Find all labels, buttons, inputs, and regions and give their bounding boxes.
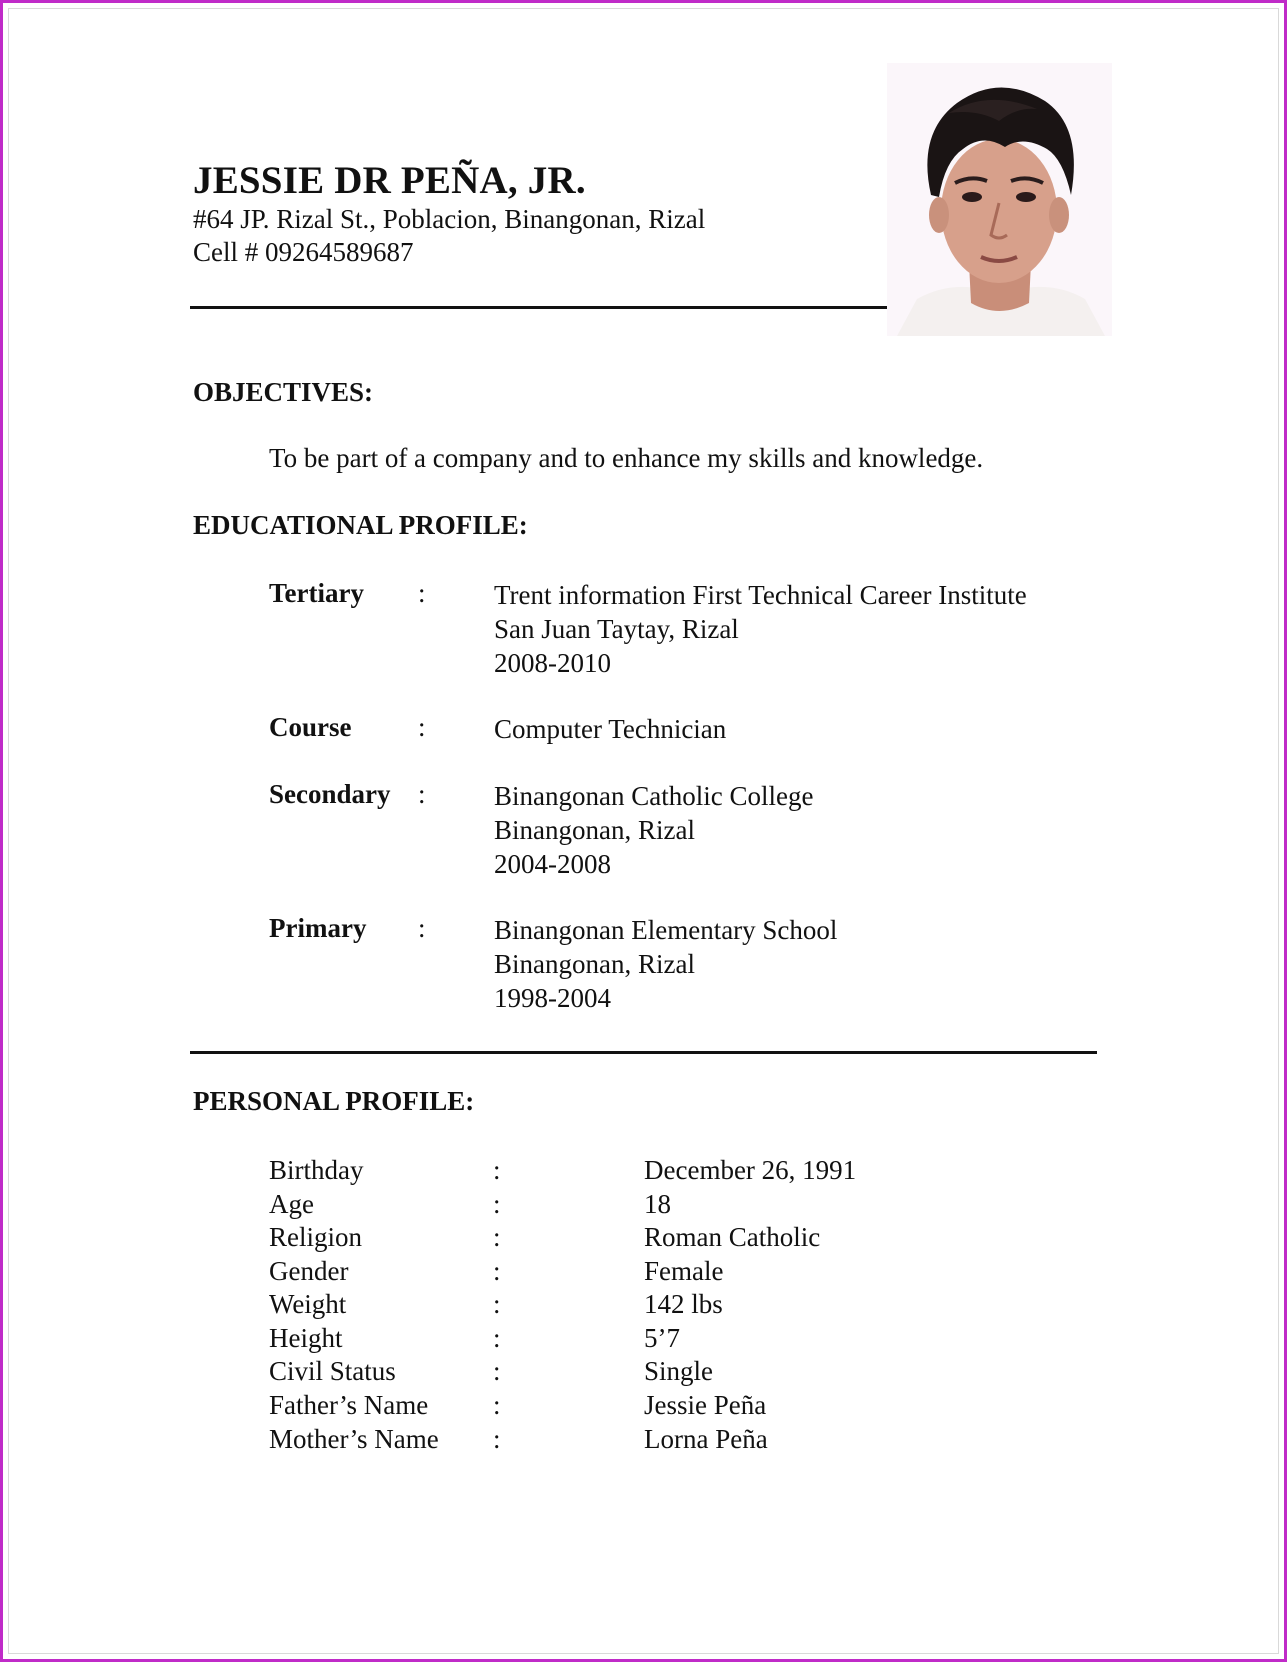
personal-heading: PERSONAL PROFILE: — [193, 1086, 475, 1116]
education-colon: : — [418, 913, 426, 943]
personal-colon: : — [493, 1189, 501, 1219]
personal-colon: : — [493, 1289, 501, 1319]
applicant-name: JESSIE DR PEÑA, JR. — [193, 159, 586, 202]
applicant-address: #64 JP. Rizal St., Poblacion, Binangonan, Rizal — [193, 204, 706, 234]
personal-value-gender: Female — [644, 1256, 724, 1286]
education-label-course: Course — [269, 712, 352, 742]
personal-colon: : — [493, 1222, 501, 1252]
personal-colon: : — [493, 1323, 501, 1353]
personal-label-birthday: Birthday — [269, 1155, 364, 1185]
objectives-text: To be part of a company and to enhance my skills and knowledge. — [269, 443, 984, 473]
personal-label-religion: Religion — [269, 1222, 362, 1252]
applicant-phone: Cell # 09264589687 — [193, 237, 414, 267]
objectives-heading: OBJECTIVES: — [193, 377, 374, 407]
personal-label-mothers-name: Mother’s Name — [269, 1424, 439, 1454]
personal-label-civil-status: Civil Status — [269, 1356, 396, 1386]
section-divider — [190, 1051, 1097, 1054]
personal-colon: : — [493, 1390, 501, 1420]
personal-colon: : — [493, 1256, 501, 1286]
personal-value-birthday: December 26, 1991 — [644, 1155, 857, 1185]
personal-colon: : — [493, 1155, 501, 1185]
personal-label-height: Height — [269, 1323, 343, 1353]
personal-value-religion: Roman Catholic — [644, 1222, 821, 1252]
personal-value-height: 5’7 — [644, 1323, 680, 1353]
education-colon: : — [418, 779, 426, 809]
personal-value-mothers-name: Lorna Peña — [644, 1424, 768, 1454]
personal-label-weight: Weight — [269, 1289, 347, 1319]
education-label-tertiary: Tertiary — [269, 578, 364, 608]
personal-colon: : — [493, 1424, 501, 1454]
education-label-secondary: Secondary — [269, 779, 391, 809]
personal-value-age: 18 — [644, 1189, 671, 1219]
education-value-tertiary: Trent information First Technical Career Institute San Juan Taytay, Rizal 2008-2010 — [494, 580, 1027, 678]
personal-label-fathers-name: Father’s Name — [269, 1390, 429, 1420]
education-colon: : — [418, 712, 426, 742]
header-divider — [190, 306, 887, 309]
personal-value-fathers-name: Jessie Peña — [644, 1390, 767, 1420]
education-value-primary: Binangonan Elementary School Binangonan, Rizal 1998-2004 — [494, 915, 838, 1013]
education-value-secondary: Binangonan Catholic College Binangonan, Rizal 2004-2008 — [494, 781, 814, 879]
personal-colon: : — [493, 1356, 501, 1386]
portrait-image — [887, 63, 1112, 336]
personal-label-age: Age — [269, 1189, 314, 1219]
applicant-photo — [887, 63, 1112, 336]
education-heading: EDUCATIONAL PROFILE: — [193, 510, 528, 540]
education-colon: : — [418, 578, 426, 608]
personal-label-gender: Gender — [269, 1256, 349, 1286]
education-value-course: Computer Technician — [494, 714, 727, 744]
personal-value-civil-status: Single — [644, 1356, 714, 1386]
personal-value-weight: 142 lbs — [644, 1289, 723, 1319]
education-label-primary: Primary — [269, 913, 367, 943]
